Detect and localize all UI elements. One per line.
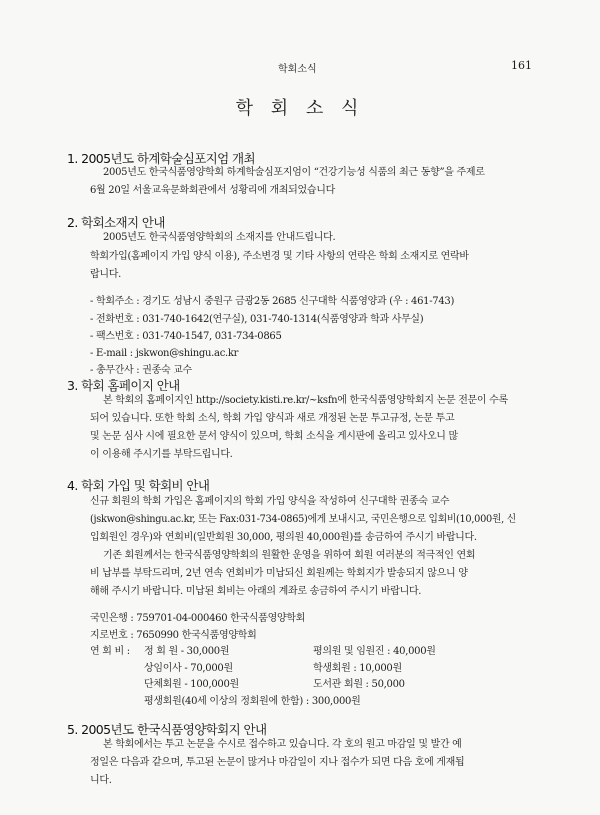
bank-account: 국민은행 : 759701-04-000460 한국식품영양학회 xyxy=(90,613,306,624)
paragraph-line: 입회원인 경우)와 연회비(일반회원 30,000, 평의원 40,000원)를 송금하여 주시기 바랍니다. xyxy=(90,532,477,543)
paragraph-line: 2005년도 한국식품영양학회 하계학술심포지엄이 “건강기능성 식품의 최근 동향”을 주제로 xyxy=(103,167,485,178)
contact-fax: - 팩스번호 : 031-740-1547, 031-734-0865 xyxy=(90,331,282,342)
paragraph-line: 6월 20일 서울교육문화회관에서 성황리에 개최되었습니다 xyxy=(90,185,335,196)
running-title: 학회소식 xyxy=(278,64,317,75)
paragraph-line: 학회가입(홈페이지 가입 양식 이용), 주소변경 및 기타 사항의 연락은 학회 소재지로 연락바 xyxy=(90,251,469,262)
paragraph-line: 이 이용해 주시기를 부탁드립니다. xyxy=(90,449,233,460)
section-heading: 2. 학회소재지 안내 xyxy=(67,215,165,230)
contact-phone: - 전화번호 : 031-740-1642(연구실), 031-740-1314(식품영양과 학과 사무실) xyxy=(90,314,424,325)
page-title: 학 회 소 식 xyxy=(235,98,365,119)
fee-council: 평의원 및 임원진 : 40,000원 xyxy=(313,646,436,657)
fee-library: 도서관 회원 : 50,000 xyxy=(313,679,405,690)
paragraph-line: 본 학회에서는 투고 논문을 수시로 접수하고 있습니다. 각 호의 원고 마감일 및 발간 예 xyxy=(103,739,462,750)
fees-label: 연 회 비 : xyxy=(90,646,130,657)
paragraph-line: 정일은 다음과 같으며, 투고된 논문이 많거나 마감일이 지나 접수가 되면 다음 호에 게재됩 xyxy=(90,757,465,768)
giro-number: 지로번호 : 7650990 한국식품영양학회 xyxy=(90,630,257,641)
paragraph-line: 및 논문 심사 시에 필요한 문서 양식이 있으며, 학회 소식을 게시판에 올리고 있사오니 많 xyxy=(90,431,458,442)
paragraph-line: (jskwon@shingu.ac.kr, 또는 Fax:031-734-0865)에게 보내시고, 국민은행으로 입회비(10,000원, 신 xyxy=(90,514,516,525)
paragraph-line: 기존 회원께서는 한국식품영양학회의 원활한 운영을 위하여 회원 여러분의 적극적인 연회 xyxy=(103,550,476,561)
running-header xyxy=(0,60,600,74)
section-heading: 5. 2005년도 한국식품영양학회지 안내 xyxy=(67,722,267,737)
fee-student: 학생회원 : 10,000원 xyxy=(313,663,402,674)
section-heading: 3. 학회 홈페이지 안내 xyxy=(67,378,180,393)
paragraph-line: 해해 주시기 바랍니다. 미납된 회비는 아래의 계좌로 송금하여 주시기 바랍니다. xyxy=(90,586,422,597)
paragraph-line: 니다. xyxy=(90,775,112,786)
paragraph-line: 본 학회의 홈페이지인 http://society.kisti.re.kr/~ksfn에 한국식품영양학회지 논문 전문이 수록 xyxy=(103,395,508,406)
paragraph-line: 신규 회원의 학회 가입은 홈페이지의 학회 가입 양식을 작성하여 신구대학 권종숙 교수 xyxy=(90,496,450,507)
paragraph-line: 되어 있습니다. 또한 학회 소식, 학회 가입 양식과 새로 개정된 논문 투고규정, 논문 투고 xyxy=(90,413,455,424)
fee-group: 단체회원 - 100,000원 xyxy=(144,679,239,690)
fee-lifetime: 평생회원(40세 이상의 정회원에 한함) : 300,000원 xyxy=(144,696,361,707)
section-heading: 1. 2005년도 하계학술심포지엄 개최 xyxy=(67,151,255,166)
paragraph-line: 2005년도 한국식품영양학회의 소재지를 안내드립니다. xyxy=(103,232,336,243)
contact-email: - E-mail : jskwon@shingu.ac.kr xyxy=(90,348,239,359)
page-number: 161 xyxy=(511,59,532,72)
paragraph-line: 랍니다. xyxy=(90,269,121,280)
section-heading: 4. 학회 가입 및 학회비 안내 xyxy=(67,478,210,493)
contact-address: - 학회주소 : 경기도 성남시 중원구 금광2동 2685 신구대학 식품영양과 (우 : 461-743) xyxy=(90,296,455,307)
contact-secretary: - 총무간사 : 권종숙 교수 xyxy=(90,365,192,376)
fee-regular: 정 회 원 - 30,000원 xyxy=(144,646,230,657)
paragraph-line: 비 납부를 부탁드리며, 2년 연속 연회비가 미납되신 회원께는 학회지가 발송되지 않으니 양 xyxy=(90,568,468,579)
fee-director: 상임이사 - 70,000원 xyxy=(144,663,233,674)
